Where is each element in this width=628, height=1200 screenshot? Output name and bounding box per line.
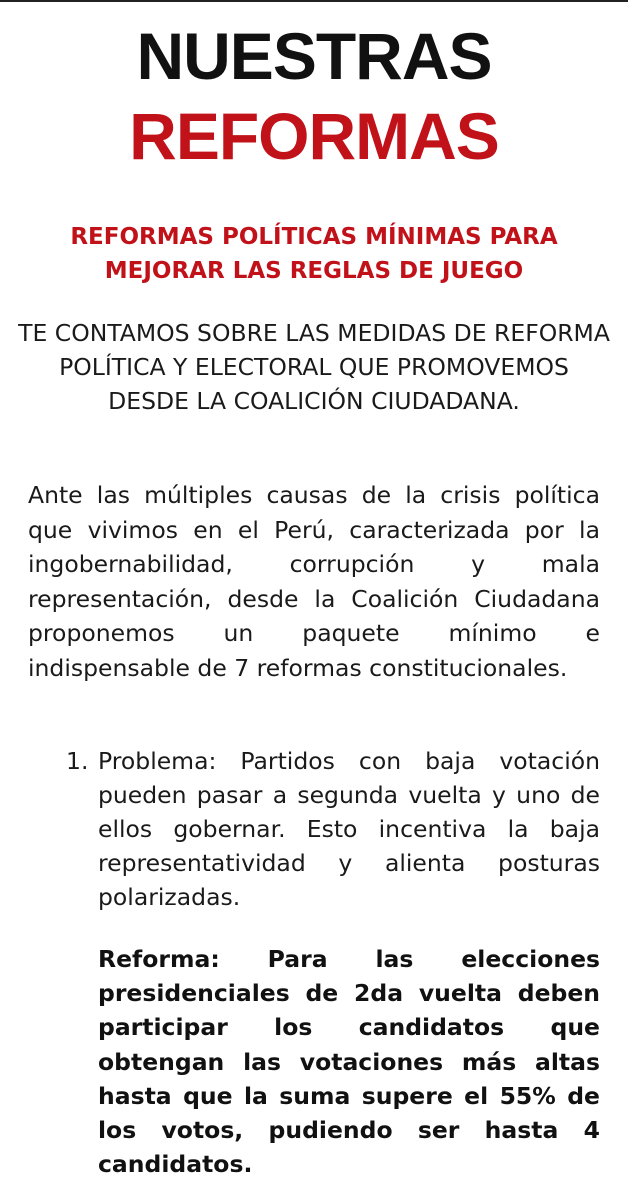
top-divider [0,0,628,2]
list-item-number: 1. [66,747,89,775]
section-subtitle: REFORMAS POLÍTICAS MÍNIMAS PARA MEJORAR LAS REGLAS DE JUEGO [70,224,558,284]
list-item-reform: Reforma: Para las elecciones presidenciales de 2da vuelta deben participar los candidatos que obtengan las votaciones más altas hasta que la suma supere el 55% de los votos, pudiendo ser hasta 4 candidatos. [98,945,600,1179]
page-title-line-2: REFORMAS [129,99,499,173]
page-title-line-1: NUESTRAS [136,19,492,93]
body-paragraph: Ante las múltiples causas de la crisis política que vivimos en el Perú, caracterizada por la ingobernabilidad, corrupción y mala representación, desde la Coalición Ciudadana proponemos un paquete mínimo e indispensable de 7 reformas constitucionales. [28,481,600,682]
list-item-problem: Problema: Partidos con baja votación pueden pasar a segunda vuelta y uno de ellos gobernar. Esto incentiva la baja representatividad y alienta posturas polarizadas. [98,747,600,911]
intro-text: TE CONTAMOS SOBRE LAS MEDIDAS DE REFORMA POLÍTICA Y ELECTORAL QUE PROMOVEMOS DESDE LA COALICIÓN CIUDADANA. [18,319,610,415]
